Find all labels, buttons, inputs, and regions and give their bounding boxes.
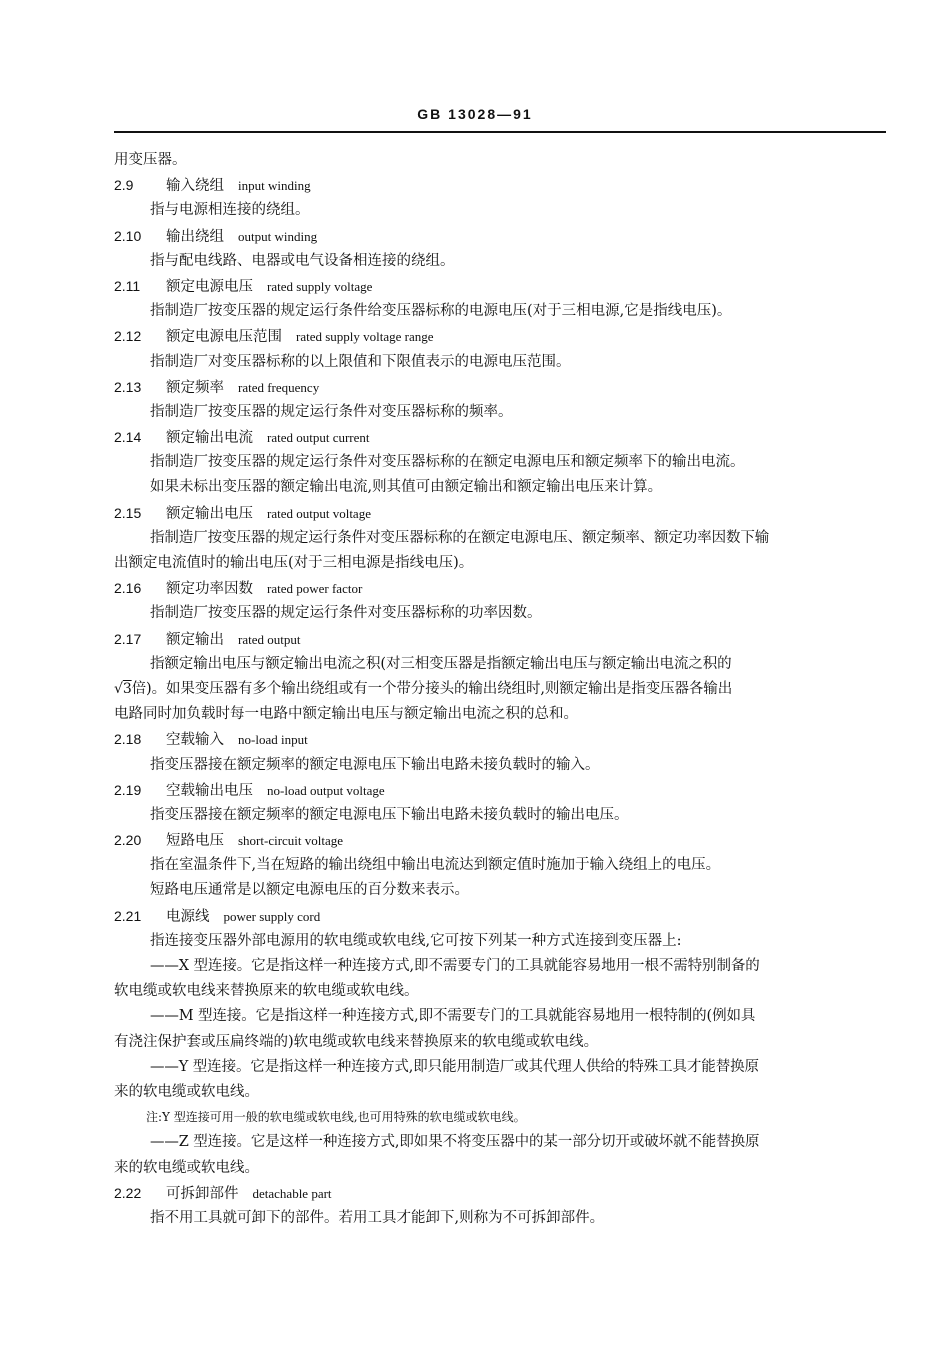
section-title-zh: 额定功率因数 <box>166 581 253 598</box>
section-title-en: rated supply voltage <box>267 278 373 294</box>
section-title-en: no-load input <box>238 732 308 748</box>
section-title-zh: 可拆卸部件 <box>166 1185 239 1202</box>
section-number: 2.22 <box>114 1184 142 1201</box>
definition-text: 软电缆或软电线来替换原来的软电缆或软电线。 <box>114 983 419 1000</box>
section-title-zh: 额定电源电压范围 <box>166 329 282 346</box>
definition-text: 指制造厂对变压器标称的以上限值和下限值表示的电源电压范围。 <box>150 353 571 370</box>
definition-text: ——X 型连接。它是指这样一种连接方式,即不需要专门的工具就能容易地用一根不需特别制备的 <box>150 958 760 974</box>
section-heading-2-13 <box>114 375 888 400</box>
section-number: 2.20 <box>114 832 142 849</box>
section-number: 2.11 <box>114 277 141 294</box>
section-number: 2.14 <box>114 429 142 446</box>
section-number: 2.13 <box>114 378 142 395</box>
section-heading-2-10 <box>114 224 888 249</box>
section-title-zh: 电源线 <box>166 908 210 925</box>
section-title-zh: 额定输出电流 <box>166 430 253 447</box>
definition-text-with-root <box>114 677 888 702</box>
definition-text: 指与配电线路、电器或电气设备相连接的绕组。 <box>150 252 455 269</box>
section-number: 2.21 <box>114 907 142 924</box>
definition-text: 有浇注保护套或压扁终端的)软电缆或软电线来替换原来的软电缆或软电线。 <box>114 1033 599 1050</box>
section-title-zh: 输入绕组 <box>166 178 224 195</box>
sqrt-symbol: √3 <box>114 680 132 697</box>
section-title-en: input winding <box>238 178 311 194</box>
section-number: 2.10 <box>114 227 142 244</box>
definition-text: ——M 型连接。它是指这样一种连接方式,即不需要专门的工具就能容易地用一根特制的(例如具 <box>150 1008 756 1025</box>
section-number: 2.15 <box>114 504 142 521</box>
document-body <box>114 148 888 1231</box>
header-rule <box>114 131 886 133</box>
section-title-en: rated frequency <box>238 379 320 395</box>
definition-text: 指制造厂按变压器的规定运行条件对变压器标称的在额定电源电压、额定频率、额定功率因数下输 <box>150 529 770 546</box>
section-title-en: output winding <box>238 228 318 244</box>
section-title-zh: 额定输出电压 <box>166 505 253 522</box>
section-title-en: rated output <box>238 631 301 647</box>
section-heading-2-19 <box>114 778 888 803</box>
section-heading-2-11 <box>114 274 888 299</box>
definition-text: 指不用工具就可卸下的部件。若用工具才能卸下,则称为不可拆卸部件。 <box>150 1209 605 1226</box>
section-title-en: rated output current <box>267 430 370 446</box>
section-heading-2-16 <box>114 576 888 601</box>
definition-text: 指制造厂按变压器的规定运行条件对变压器标称的功率因数。 <box>150 605 542 622</box>
definition-text: 短路电压通常是以额定电源电压的百分数来表示。 <box>150 882 469 899</box>
standard-header: GB 13028—91 <box>417 106 533 122</box>
definition-text: 指制造厂按变压器的规定运行条件对变压器标称的频率。 <box>150 403 513 420</box>
section-title-zh: 额定电源电压 <box>166 278 253 295</box>
section-title-en: power supply cord <box>223 908 321 924</box>
section-number: 2.9 <box>114 177 134 194</box>
definition-text: 指与电源相连接的绕组。 <box>150 202 310 219</box>
section-heading-2-22 <box>114 1181 888 1206</box>
definition-text: 来的软电缆或软电线。 <box>114 1083 259 1100</box>
section-title-en: rated power factor <box>267 581 363 597</box>
definition-text: 指变压器接在额定频率的额定电源电压下输出电路未接负载时的输出电压。 <box>150 806 629 823</box>
section-title-zh: 额定频率 <box>166 379 224 396</box>
definition-text: 倍)。如果变压器有多个输出绕组或有一个带分接头的输出绕组时,则额定输出是指变压器各输出 <box>131 680 733 697</box>
section-title-en: no-load output voltage <box>267 782 385 798</box>
section-heading-2-21 <box>114 904 888 929</box>
section-heading-2-9 <box>114 173 888 198</box>
section-heading-2-15 <box>114 501 888 526</box>
section-title-en: rated supply voltage range <box>296 329 434 345</box>
section-title-en: detachable part <box>252 1185 332 1201</box>
section-heading-2-18 <box>114 727 888 752</box>
definition-text: 指制造厂按变压器的规定运行条件给变压器标称的电源电压(对于三相电源,它是指线电压)。 <box>150 303 732 320</box>
section-title-en: rated output voltage <box>267 505 371 521</box>
section-heading-2-17 <box>114 627 888 652</box>
section-title-zh: 空载输入 <box>166 732 224 749</box>
definition-text: 出额定电流值时的输出电压(对于三相电源是指线电压)。 <box>114 555 474 571</box>
section-title-en: short-circuit voltage <box>238 833 344 849</box>
definition-text: 如果未标出变压器的额定输出电流,则其值可由额定输出和额定输出电压来计算。 <box>150 479 663 496</box>
definition-text: ——Y 型连接。它是指这样一种连接方式,即只能用制造厂或其代理人供给的特殊工具才能替换原 <box>150 1058 759 1075</box>
section-heading-2-20 <box>114 828 888 853</box>
text-line: 用变压器。 <box>114 152 187 168</box>
definition-text: 来的软电缆或软电线。 <box>114 1159 259 1176</box>
section-number: 2.18 <box>114 731 142 748</box>
section-number: 2.12 <box>114 328 142 345</box>
section-heading-2-12 <box>114 324 888 349</box>
section-number: 2.16 <box>114 580 142 597</box>
sqrt-radicand: 3 <box>122 680 132 697</box>
definition-text: ——Z 型连接。它是这样一种连接方式,即如果不将变压器中的某一部分切开或破坏就不能替换原 <box>150 1134 760 1151</box>
section-heading-2-14 <box>114 425 888 450</box>
section-title-zh: 短路电压 <box>166 833 224 850</box>
section-number: 2.17 <box>114 630 142 647</box>
section-title-zh: 输出绕组 <box>166 228 224 245</box>
definition-text: 指连接变压器外部电源用的软电缆或软电线,它可按下列某一种方式连接到变压器上: <box>150 932 682 949</box>
section-title-zh: 额定输出 <box>166 631 224 648</box>
definition-text: 电路同时加负载时每一电路中额定输出电压与额定输出电流之积的总和。 <box>114 706 578 723</box>
section-title-zh: 空载输出电压 <box>166 782 253 799</box>
note-text: 注:Y 型连接可用一般的软电缆或软电线,也可用特殊的软电缆或软电线。 <box>146 1110 526 1125</box>
definition-text: 指制造厂按变压器的规定运行条件对变压器标称的在额定电源电压和额定频率下的输出电流。 <box>150 454 745 471</box>
definition-text: 指额定输出电压与额定输出电流之积(对三相变压器是指额定输出电压与额定输出电流之积的 <box>150 655 732 672</box>
definition-text: 指变压器接在额定频率的额定电源电压下输出电路未接负载时的输入。 <box>150 756 600 773</box>
definition-text: 指在室温条件下,当在短路的输出绕组中输出电流达到额定值时施加于输入绕组上的电压。 <box>150 857 721 874</box>
section-number: 2.19 <box>114 781 142 798</box>
